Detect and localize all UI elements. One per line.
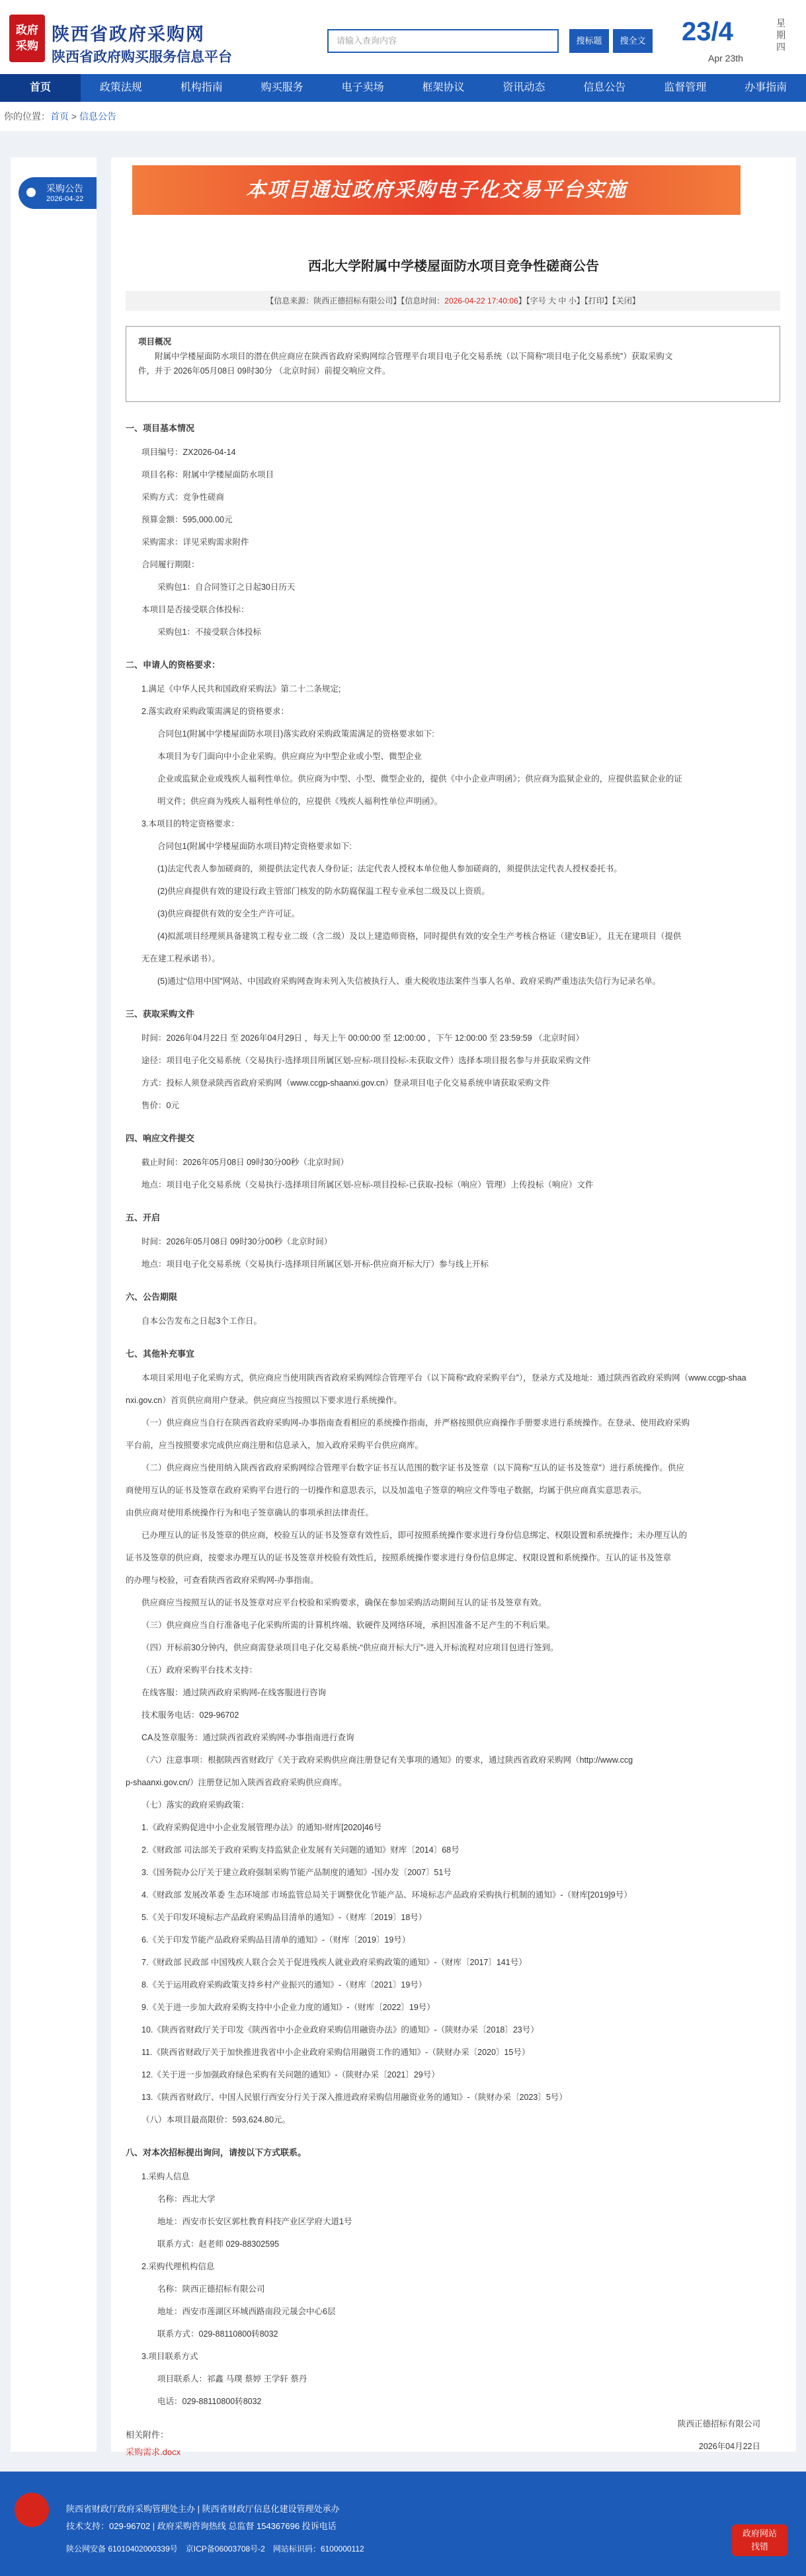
page-body	[0, 131, 806, 2472]
nav-item[interactable]: 机构指南	[180, 82, 223, 93]
body-line: （二）供应商应当使用纳入陕西省政府采购网综合管理平台数字证书互认范围的数字证书及签章（以下简称“互认的证书及签章”）进行系统操作。供应	[141, 1463, 684, 1472]
footer-support: 技术支持：029-96702 | 政府采购咨询热线 总监督 154367696 投诉电话	[66, 2521, 337, 2531]
body-line: 2.落实政府采购政策需满足的资格要求：	[141, 707, 289, 716]
body-line: （四）开标前30分钟内，供应商需登录项目电子化交易系统-“供应商开标大厅”-进入开标流程对应项目包进行签到。	[141, 1643, 559, 1652]
nav-item[interactable]: 办事指南	[745, 82, 787, 93]
body-line: 合同包1(附属中学楼屋面防水项目)特定资格要求如下:	[157, 842, 352, 851]
nav-item[interactable]: 政策法规	[99, 82, 142, 93]
main-nav	[0, 74, 806, 102]
body-line: 电话：029-88110800转8032	[157, 2397, 262, 2406]
site-title[interactable]: 陕西省政府采购网	[52, 24, 205, 45]
article-title: 西北大学附属中学楼屋面防水项目竞争性磋商公告	[308, 258, 599, 274]
body-line: 13.《陕西省财政厅、中国人民银行西安分行关于深入推进政府采购信用融资业务的通知》-（陕财办采〔2023〕5号）	[141, 2093, 567, 2102]
body-line: 证书及签章的供应商，按要求办理互认的证书及签章并校验有效性后，按照系统操作要求进行身份信息绑定、权限设置和系统操作。互认的证书及签章	[126, 1553, 672, 1562]
sidebar-item-date: 2026-04-22	[46, 195, 84, 203]
body-line: 途径：项目电子化交易系统（交易执行-选择项目所属区划-应标-项目投标-未获取文件）选择本项目报名参与并获取采购文件	[141, 1056, 591, 1065]
attachment-link[interactable]: 采购需求.docx	[126, 2447, 181, 2457]
body-line: 无在建工程承诺书）。	[141, 954, 220, 963]
body-line: 本项目是否接受联合体投标：	[141, 605, 249, 614]
body-line: 采购需求：详见采购需求附件	[141, 538, 249, 547]
section-heading: 三、获取采购文件	[126, 1009, 195, 1019]
footer-host: 陕西省财政厅政府采购管理处主办 | 陕西省财政厅信息化建设管理处承办	[66, 2504, 340, 2514]
body-line: 本项目为专门面向中小企业采购。供应商应为中型企业或小型、微型企业	[157, 752, 423, 761]
body-line: 1.满足《中华人民共和国政府采购法》第二十二条规定;	[141, 684, 341, 694]
body-line: 的办理与校验，可查看陕西省政府采购网-办事指南。	[126, 1576, 319, 1585]
breadcrumb-home[interactable]: 首页	[50, 111, 69, 122]
body-line: 时间：2026年04月22日 至 2026年04月29日 ，每天上午 00:00:00 至 12:00:00 ，下午 12:00:00 至 23:59:59 （北京时间）	[141, 1033, 584, 1043]
date-weekday: 星期四	[776, 18, 786, 52]
badge-line: 政府网站	[742, 2528, 777, 2538]
date-month: Apr 23th	[708, 53, 743, 63]
body-line: CA及签章服务：通过陕西省政府采购网-办事指南进行查询	[141, 1733, 354, 1742]
gov-site-error-report-badge[interactable]	[732, 2524, 787, 2556]
body-line: (5)通过“信用中国”网站、中国政府采购网查询未列入失信被执行人、重大税收违法案件当事人名单、政府采购严重违法失信行为记录名单。	[157, 977, 661, 986]
breadcrumb-prefix: 你的位置：	[4, 111, 50, 122]
body-line: 合同履行期限：	[141, 560, 200, 569]
body-line: 本项目采用电子化采购方式，供应商应当使用陕西省政府采购网综合管理平台（以下简称“政府采购平台”），登录方式及地址：通过陕西省政府采购网（www.ccgp-shaa	[141, 1373, 746, 1383]
meta-tools[interactable]: 】【字号 大 中 小】【打印】【关闭】	[518, 296, 640, 305]
body-line: 明文件；供应商为残疾人福利性单位的，应提供《残疾人福利性单位声明函》。	[157, 797, 443, 806]
platform-banner: 本项目通过政府采购电子化交易平台实施	[132, 165, 741, 215]
section-heading: 五、开启	[126, 1213, 161, 1223]
body-line: 项目编号：ZX2026-04-14	[141, 448, 236, 457]
body-line: 企业或监狱企业或残疾人福利性单位。供应商为中型、小型、微型企业的，提供《中小企业声明函》；供应商为监狱企业的，应提供监狱企业的证	[157, 774, 682, 784]
body-line: 由供应商对使用系统操作行为和电子签章确认的事项承担法律责任。	[126, 1508, 374, 1517]
header	[0, 0, 806, 74]
logo-text-top: 政府	[16, 24, 38, 37]
body-line: 在线客服：通过陕西政府采购网-在线客服进行咨询	[141, 1688, 327, 1697]
body-line: 项目联系人：祁鑫 马璞 蔡婷 王学轩 蔡丹	[157, 2374, 307, 2384]
body-line: (4)拟派项目经理须具备建筑工程专业二级（含二级）及以上建造师资格，同时提供有效的安全生产考核合格证（建安B证），且无在建项目（提供	[157, 932, 682, 941]
body-line: 采购包1：自合同签订之日起30日历天	[157, 583, 296, 592]
attachments-label: 相关附件：	[126, 2430, 169, 2440]
body-line: 采购方式：竞争性磋商	[141, 493, 225, 502]
search-input[interactable]: 请输入查询内容	[327, 29, 559, 53]
body-line: （六）注意事项：根据陕西省财政厅《关于政府采购供应商注册登记有关事项的通知》的要求，通过陕西省政府采购网（http://www.ccg	[141, 1755, 633, 1765]
body-line: （七）落实的政府采购政策：	[141, 1800, 249, 1810]
summary-line: 件，并于 2026年05月08日 09时30分 （北京时间）前提交响应文件。	[138, 366, 391, 376]
body-line: 联系方式：赵老师 029-88302595	[157, 2239, 280, 2249]
article-panel	[111, 157, 796, 2457]
section-heading: 七、其他补充事宜	[126, 1349, 195, 1359]
body-line: 已办理互认的证书及签章的供应商，校验互认的证书及签章有效性后，即可按照系统操作要求进行身份信息绑定、权限设置和系统操作；未办理互认的	[141, 1531, 688, 1540]
body-line: p-shaanxi.gov.cn/）注册登记加入陕西省政府采购供应商库。	[126, 1778, 347, 1787]
body-line: 时间：2026年05月08日 09时30分00秒（北京时间）	[141, 1237, 333, 1246]
body-line: nxi.gov.cn）首页供应商用户登录。供应商应当按照以下要求进行系统操作。	[126, 1396, 402, 1405]
site-logo[interactable]	[9, 15, 45, 62]
body-line: (2)供应商提供有效的建设行政主管部门核发的防水防腐保温工程专业承包二级及以上资质。	[157, 887, 490, 896]
nav-item[interactable]: 首页	[0, 74, 81, 102]
search-title-button[interactable]: 搜标题	[569, 29, 609, 53]
body-line: 2026年04月22日	[698, 2442, 760, 2451]
nav-item[interactable]: 信息公告	[583, 82, 626, 93]
search-fulltext-button[interactable]: 搜全文	[613, 29, 653, 53]
body-line: 截止时间：2026年05月08日 09时30分00秒（北京时间）	[141, 1158, 349, 1167]
body-line: (3)供应商提供有效的安全生产许可证。	[157, 909, 300, 918]
meta-source: 【信息来源：陕西正德招标有限公司】【信息时间：	[266, 296, 445, 305]
nav-item[interactable]: 资讯动态	[503, 82, 545, 93]
body-line: 10.《陕西省财政厅关于印发《陕西省中小企业政府采购信用融资办法》的通知》-（陕财办采〔2018〕23号）	[141, 2025, 539, 2034]
body-line: （五）政府采购平台技术支持：	[141, 1666, 258, 1675]
body-line: 7.《财政部 民政部 中国残疾人联合会关于促进残疾人就业政府采购政策的通知》-（财库〔2017〕141号）	[141, 1958, 527, 1967]
body-line: 地点：项目电子化交易系统（交易执行-选择项目所属区划-应标-项目投标-已获取-投标（响应）管理）上传投标（响应）文件	[141, 1180, 594, 1189]
footer	[0, 2472, 806, 2576]
body-line: 合同包1(附属中学楼屋面防水项目)落实政府采购政策需满足的资格要求如下:	[157, 729, 434, 739]
nav-item[interactable]: 电子卖场	[341, 82, 384, 93]
body-line: 1.《政府采购促进中小企业发展管理办法》的通知-财库[2020]46号	[141, 1823, 382, 1832]
body-line: 平台前，应当按照要求完成供应商注册和信息录入，加入政府采购平台供应商库。	[126, 1441, 424, 1450]
section-heading: 一、项目基本情况	[126, 423, 195, 433]
sidebar-item-label: 采购公告	[46, 183, 83, 194]
body-line: 方式：投标人须登录陕西省政府采购网（www.ccgp-shaanxi.gov.cn）登录项目电子化交易系统申请获取采购文件	[141, 1078, 550, 1088]
body-line: 11.《陕西省财政厅关于加快推进我省中小企业政府采购信用融资工作的通知》-（陕财办采〔2020〕15号）	[141, 2048, 530, 2057]
site-subtitle: 陕西省政府购买服务信息平台	[52, 49, 232, 65]
body-line: 采购包1：不接受联合体投标	[157, 627, 261, 637]
body-line: 联系方式：029-88110800转8032	[157, 2329, 278, 2339]
body-line: （三）供应商应当自行准备电子化采购所需的计算机终端、软硬件及网络环境，承担因准备不足产生的不利后果。	[141, 1621, 555, 1630]
date-display	[668, 13, 787, 66]
section-heading: 四、响应文件提交	[126, 1133, 195, 1143]
sidebar-item-procurement-notice[interactable]	[19, 177, 97, 209]
body-line: 8.《关于运用政府采购政策支持乡村产业振兴的通知》-（财库〔2021〕19号）	[141, 1980, 427, 1990]
section-heading: 二、申请人的资格要求：	[126, 660, 221, 670]
body-line: （八）本项目最高限价：593,624.80元。	[141, 2115, 291, 2124]
body-line: 技术服务电话：029-96702	[141, 1711, 239, 1720]
body-line: 地址：西安市长安区郭杜教育科技产业区学府大道1号	[157, 2217, 352, 2226]
article-meta	[126, 291, 780, 311]
body-line: 3.《国务院办公厅关于建立政府强制采购节能产品制度的通知》-国办发〔2007〕51号	[141, 1868, 452, 1877]
body-line: 售价：0元	[141, 1101, 179, 1110]
body-line: 供应商应当按照互认的证书及签章对应平台校验和采购要求，确保在参加采购活动期间互认的证书及签章有效。	[141, 1598, 547, 1607]
body-line: 名称：西北大学	[157, 2194, 216, 2204]
body-line: 5.《关于印发环境标志产品政府采购品目清单的通知》-（财库〔2019〕18号）	[141, 1913, 427, 1922]
breadcrumb-current[interactable]: 信息公告	[79, 111, 116, 122]
body-line: 9.《关于进一步加大政府采购支持中小企业力度的通知》-（财库〔2022〕19号）	[141, 2003, 435, 2012]
nav-item[interactable]: 框架协议	[422, 82, 465, 93]
body-line: 3.本项目的特定资格要求：	[141, 819, 239, 828]
body-line: 2.采购代理机构信息	[141, 2262, 215, 2271]
nav-item[interactable]: 监督管理	[664, 82, 707, 93]
footer-icp[interactable]: 陕公网安备 61010402000339号 京ICP备06003708号-2 网站标识码：6100000112	[66, 2544, 364, 2554]
date-day: 23/4	[682, 17, 733, 46]
summary-heading: 项目概况	[138, 337, 172, 346]
badge-line: 找错	[750, 2542, 768, 2552]
body-line: 2.《财政部 司法部关于政府采购支持监狱企业发展有关问题的通知》财库〔2014〕68号	[141, 1845, 460, 1855]
body-line: 商使用互认的证书及签章在政府采购平台进行的一切操作和意思表示，以及加盖电子签章的响应文件等电子数据，均属于供应商真实意思表示。	[126, 1486, 647, 1495]
bullet-icon	[26, 188, 36, 197]
section-heading: 八、对本次招标提出询问，请按以下方式联系。	[126, 2148, 307, 2157]
body-line: 12.《关于进一步加强政府绿色采购有关问题的通知》-（陕财办采〔2021〕29号）	[141, 2070, 440, 2079]
body-line: 名称：陕西正德招标有限公司	[157, 2284, 265, 2294]
body-line: (1)法定代表人参加磋商的，须提供法定代表人身份证；法定代表人授权本单位他人参加磋商的，须提供法定代表人授权委托书。	[157, 864, 622, 873]
section-heading: 六、公告期限	[126, 1292, 178, 1302]
body-line: 项目名称：附属中学楼屋面防水项目	[141, 470, 274, 479]
logo-text-bottom: 采购	[16, 40, 38, 53]
breadcrumb	[0, 102, 806, 131]
sidebar	[11, 157, 97, 2452]
national-emblem-icon	[15, 2493, 49, 2527]
body-line: 1.采购人信息	[141, 2172, 190, 2181]
nav-item[interactable]: 购买服务	[261, 82, 303, 93]
summary-line: 附属中学楼屋面防水项目的潜在供应商应在陕西省政府采购网综合管理平台项目电子化交易系统（以下简称“项目电子化交易系统”）获取采购文	[155, 352, 673, 361]
body-line: 3.项目联系方式	[141, 2352, 198, 2361]
body-line: 陕西正德招标有限公司	[677, 2419, 760, 2429]
body-line: 6.《关于印发节能产品政府采购品目清单的通知》-（财库〔2019〕19号）	[141, 1935, 411, 1945]
project-summary-box	[126, 326, 780, 402]
body-line: 预算金额：595,000.00元	[141, 515, 233, 524]
body-line: 自本公告发布之日起3个工作日。	[141, 1316, 262, 1326]
body-line: （一）供应商应当自行在陕西省政府采购网-办事指南查看相应的系统操作指南，并严格按照供应商操作手册要求进行系统操作。在登录、使用政府采购	[141, 1418, 690, 1428]
meta-time: 2026-04-22 17:40:06	[444, 296, 518, 305]
body-line: 4.《财政部 发展改革委 生态环境部 市场监管总局关于调整优化节能产品、环境标志产品政府采购执行机制的通知》-（财库[2019]9号）	[141, 1890, 632, 1900]
breadcrumb-sep: >	[69, 111, 79, 122]
body-line: 地址：西安市莲湖区环城西路南段元晟会中心6层	[157, 2307, 336, 2316]
body-line: 地点：项目电子化交易系统（交易执行-选择项目所属区划-开标-供应商开标大厅）参与线上开标	[141, 1260, 489, 1269]
